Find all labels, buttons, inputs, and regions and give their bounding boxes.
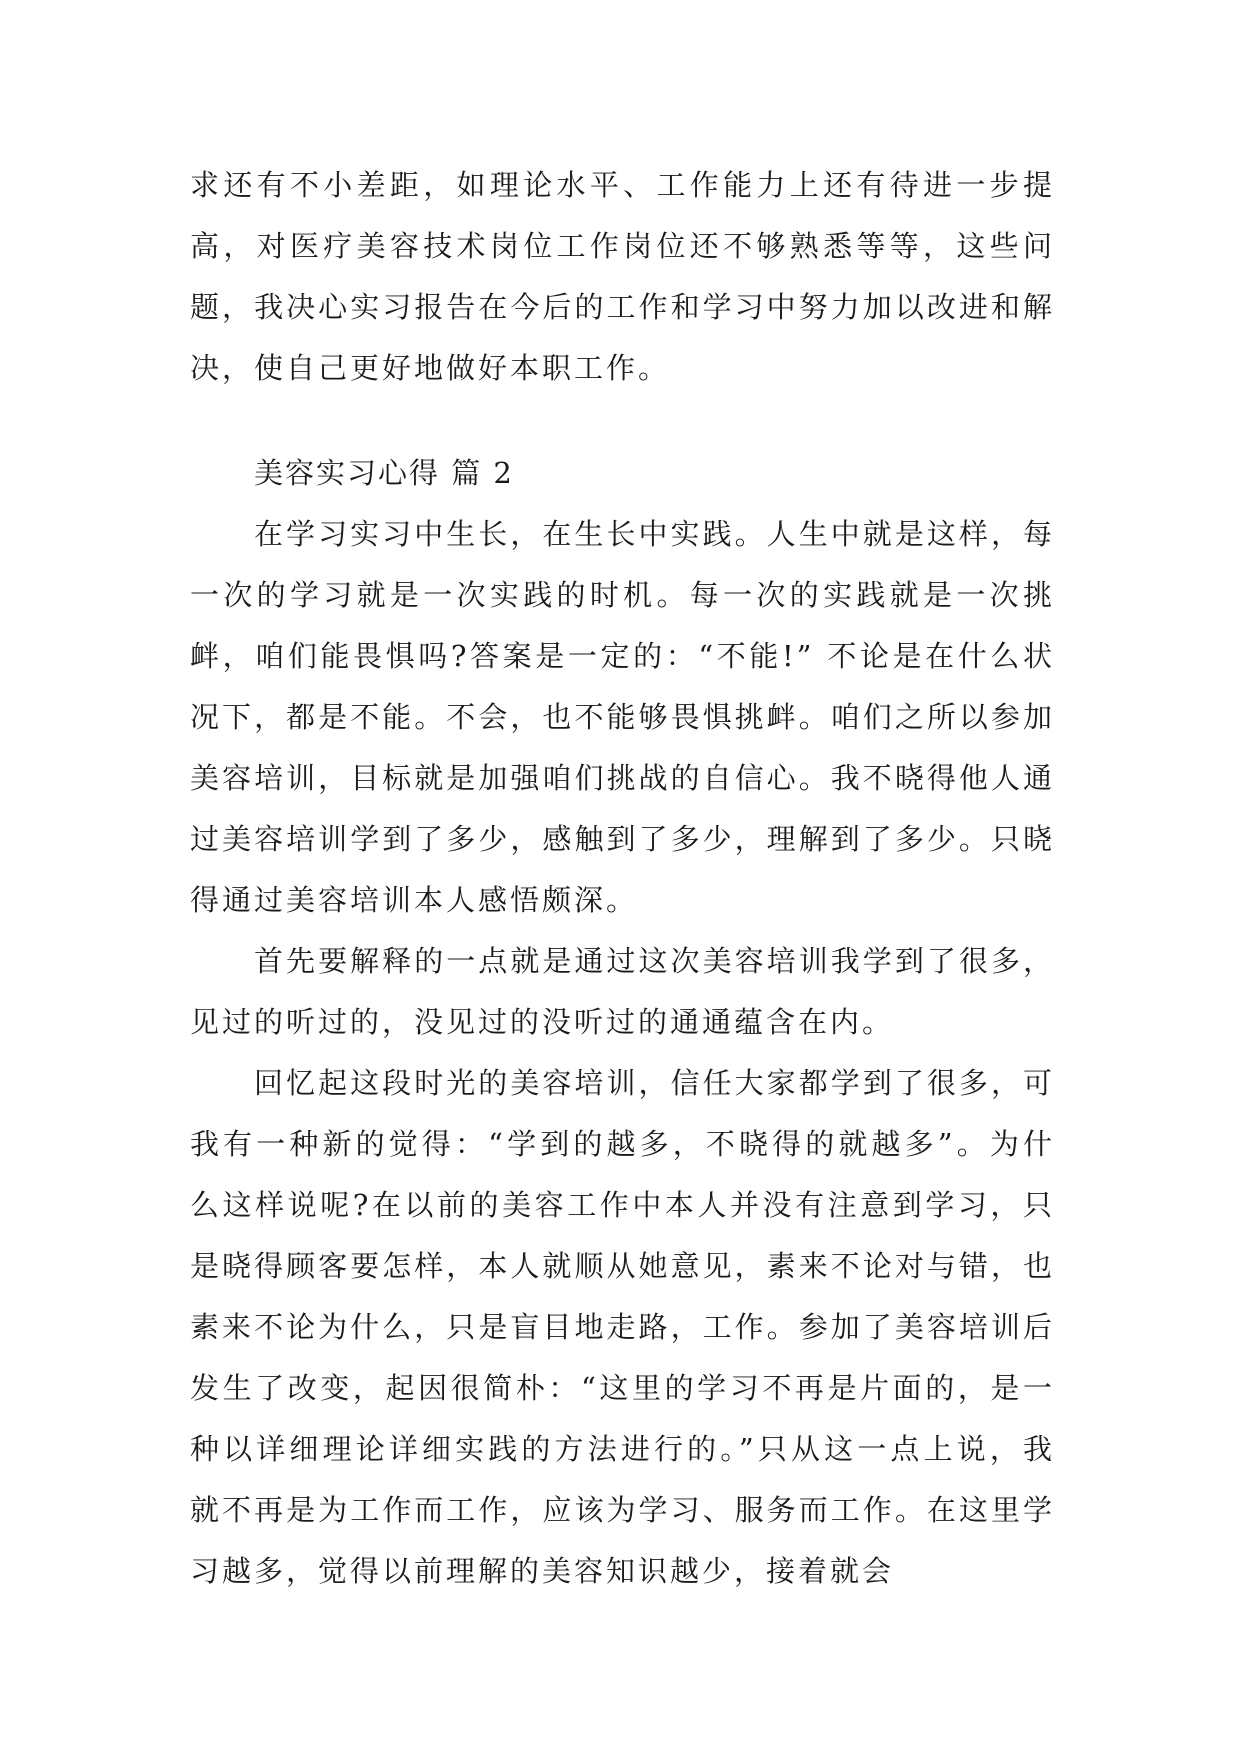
- body-paragraph-2: 首先要解释的一点就是通过这次美容培训我学到了很多，见过的听过的，没见过的没听过的通通蕴含在内。: [190, 944, 1055, 1039]
- section-body: [190, 504, 1055, 1602]
- body-paragraph-1: 在学习实习中生长，在生长中实践。人生中就是这样，每一次的学习就是一次实践的时机。每一次的实践就是一次挑衅，咱们能畏惧吗?答案是一定的：“不能!” 不论是在什么状况下，都是不能。不会，也不能够畏惧挑衅。咱们之所以参加美容培训，目标就是加强咱们挑战的自信心。我不晓得他人通过美容培训学到了多少，感触到了多少，理解到了多少。只晓得通过美容培训本人感悟颇深。: [190, 517, 1055, 917]
- continuation-paragraph: 求还有不小差距，如理论水平、工作能力上还有待进一步提高，对医疗美容技术岗位工作岗位还不够熟悉等等，这些问题，我决心实习报告在今后的工作和学习中努力加以改进和解决，使自己更好地做好本职工作。: [190, 168, 1055, 385]
- continuation-paragraph-block: [190, 155, 1055, 399]
- section-heading: 美容实习心得 篇 2: [254, 456, 514, 490]
- body-paragraph-3: 回忆起这段时光的美容培训，信任大家都学到了很多，可我有一种新的觉得：“学到的越多，不晓得的就越多”。为什么这样说呢?在以前的美容工作中本人并没有注意到学习，只是晓得顾客要怎样，本人就顺从她意见，素来不论对与错，也素来不论为什么，只是盲目地走路，工作。参加了美容培训后发生了改变，起因很简朴：“这里的学习不再是片面的，是一种以详细理论详细实践的方法进行的。”只从这一点上说，我就不再是为工作而工作，应该为学习、服务而工作。在这里学习越多，觉得以前理解的美容知识越少，接着就会: [190, 1066, 1055, 1588]
